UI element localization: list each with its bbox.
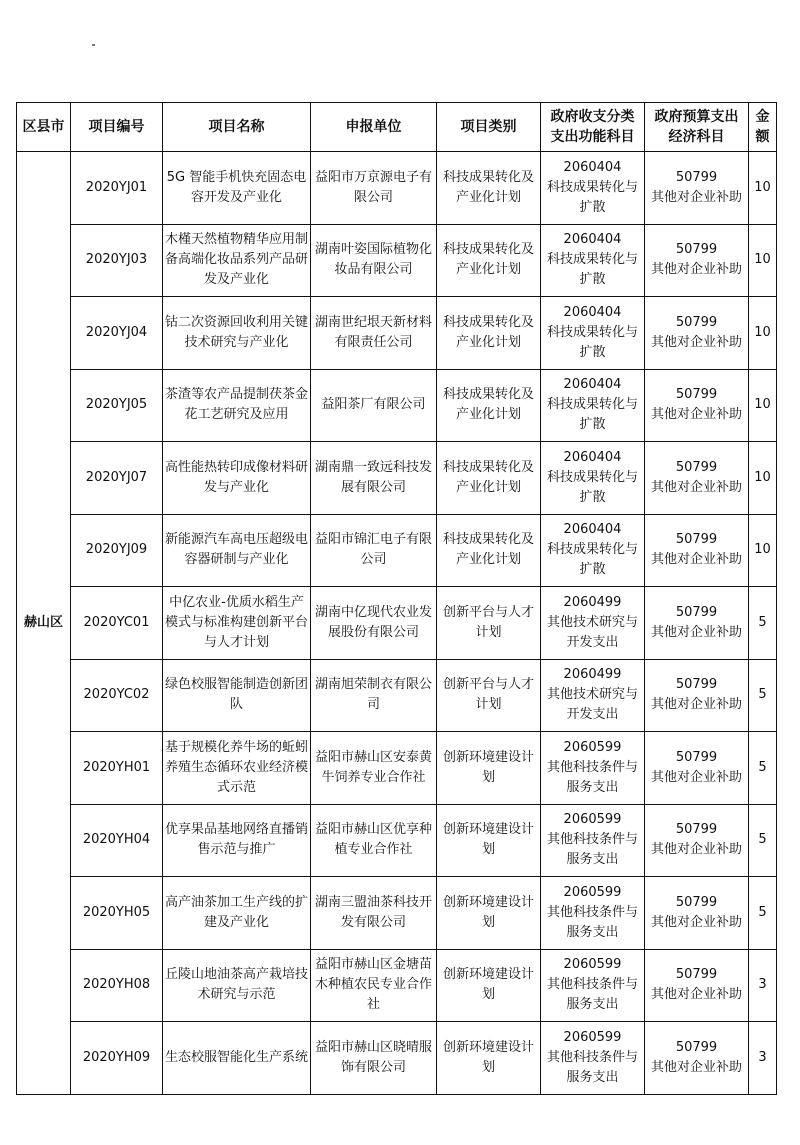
table-row <box>17 152 777 225</box>
table-row <box>17 949 777 1022</box>
project-category-cell: 创新环境建设计划 <box>437 1022 541 1095</box>
project-code-cell: 2020YH01 <box>71 732 163 805</box>
econ-subject-cell <box>645 369 749 442</box>
func-subject-cell-text: 其他技术研究与开发支出 <box>546 687 638 723</box>
func-subject-cell-text: 其他科技条件与服务支出 <box>546 977 638 1013</box>
econ-subject-cell <box>645 659 749 732</box>
project-name-cell: 钴二次资源回收利用关键技术研究与产业化 <box>163 297 311 370</box>
project-name-cell: 优享果品基地网络直播销售示范与推广 <box>163 804 311 877</box>
func-subject-cell <box>541 152 645 225</box>
econ-subject-cell <box>645 442 749 515</box>
econ-subject-cell-text: 其他对企业补助 <box>650 624 742 640</box>
amount-cell: 10 <box>749 152 777 225</box>
func-subject-cell <box>541 804 645 877</box>
func-subject-cell-code: 2060499 <box>563 594 622 610</box>
func-subject-cell <box>541 224 645 297</box>
econ-subject-cell-text: 其他对企业补助 <box>650 189 742 205</box>
econ-subject-cell <box>645 804 749 877</box>
amount-cell: 10 <box>749 369 777 442</box>
econ-subject-cell-text: 其他对企业补助 <box>650 479 742 495</box>
func-subject-cell-code: 2060499 <box>563 667 622 683</box>
header-category: 项目类别 <box>437 103 541 152</box>
func-subject-cell-text: 其他科技条件与服务支出 <box>546 904 638 940</box>
econ-subject-cell-code: 50799 <box>675 459 718 475</box>
project-category-cell: 创新环境建设计划 <box>437 804 541 877</box>
applicant-unit-cell: 湖南叶姿国际植物化妆品有限公司 <box>311 224 437 297</box>
func-subject-cell <box>541 659 645 732</box>
econ-subject-cell <box>645 297 749 370</box>
project-code-cell: 2020YC01 <box>71 587 163 660</box>
econ-subject-cell-text: 其他对企业补助 <box>650 697 742 713</box>
func-subject-cell <box>541 732 645 805</box>
func-subject-cell-code: 2060404 <box>563 449 622 465</box>
applicant-unit-cell: 益阳市赫山区金塘苗木种植农民专业合作社 <box>311 949 437 1022</box>
econ-subject-cell <box>645 224 749 297</box>
project-category-cell: 科技成果转化及产业化计划 <box>437 224 541 297</box>
applicant-unit-cell: 益阳市万京源电子有限公司 <box>311 152 437 225</box>
func-subject-cell-code: 2060599 <box>563 812 622 828</box>
table-row <box>17 369 777 442</box>
econ-subject-cell-text: 其他对企业补助 <box>650 552 742 568</box>
func-subject-cell-code: 2060599 <box>563 1029 622 1045</box>
table-row <box>17 587 777 660</box>
project-name-cell: 茶渣等农产品提制茯茶金花工艺研究及应用 <box>163 369 311 442</box>
project-code-cell: 2020YJ03 <box>71 224 163 297</box>
func-subject-cell-text: 其他科技条件与服务支出 <box>546 759 638 795</box>
econ-subject-cell-code: 50799 <box>675 967 718 983</box>
project-category-cell: 创新环境建设计划 <box>437 877 541 950</box>
header-district: 区县市 <box>17 103 71 152</box>
econ-subject-cell <box>645 152 749 225</box>
func-subject-cell-code: 2060404 <box>563 304 622 320</box>
amount-cell: 10 <box>749 297 777 370</box>
econ-subject-cell <box>645 949 749 1022</box>
econ-subject-cell-code: 50799 <box>675 894 718 910</box>
applicant-unit-cell: 湖南鼎一致远科技发展有限公司 <box>311 442 437 515</box>
amount-cell: 5 <box>749 659 777 732</box>
project-name-cell: 新能源汽车高电压超级电容器研制与产业化 <box>163 514 311 587</box>
project-code-cell: 2020YH09 <box>71 1022 163 1095</box>
func-subject-cell <box>541 587 645 660</box>
econ-subject-cell <box>645 732 749 805</box>
applicant-unit-cell: 湖南旭荣制衣有限公司 <box>311 659 437 732</box>
econ-subject-cell-text: 其他对企业补助 <box>650 769 742 785</box>
applicant-unit-cell: 湖南三盟油茶科技开发有限公司 <box>311 877 437 950</box>
project-name-cell: 高产油茶加工生产线的扩建及产业化 <box>163 877 311 950</box>
header-name: 项目名称 <box>163 103 311 152</box>
project-category-cell: 科技成果转化及产业化计划 <box>437 297 541 370</box>
econ-subject-cell-text: 其他对企业补助 <box>650 334 742 350</box>
econ-subject-cell-code: 50799 <box>675 532 718 548</box>
amount-cell: 5 <box>749 732 777 805</box>
header-func-subject-line1: 政府收支分类 <box>550 109 635 125</box>
table-row <box>17 297 777 370</box>
func-subject-cell-text: 科技成果转化与扩散 <box>546 252 638 288</box>
func-subject-cell <box>541 514 645 587</box>
project-code-cell: 2020YH08 <box>71 949 163 1022</box>
project-category-cell: 科技成果转化及产业化计划 <box>437 514 541 587</box>
econ-subject-cell-text: 其他对企业补助 <box>650 407 742 423</box>
func-subject-cell-text: 科技成果转化与扩散 <box>546 469 638 505</box>
econ-subject-cell <box>645 877 749 950</box>
func-subject-cell-text: 科技成果转化与扩散 <box>546 542 638 578</box>
project-category-cell: 创新平台与人才计划 <box>437 587 541 660</box>
econ-subject-cell-text: 其他对企业补助 <box>650 914 742 930</box>
func-subject-cell-code: 2060404 <box>563 159 622 175</box>
project-code-cell: 2020YJ05 <box>71 369 163 442</box>
applicant-unit-cell: 益阳市锦汇电子有限公司 <box>311 514 437 587</box>
func-subject-cell-text: 其他科技条件与服务支出 <box>546 1049 638 1085</box>
project-name-cell: 生态校服智能化生产系统 <box>163 1022 311 1095</box>
amount-cell: 10 <box>749 224 777 297</box>
project-category-cell: 创新平台与人才计划 <box>437 659 541 732</box>
amount-cell: 5 <box>749 877 777 950</box>
project-code-cell: 2020YJ01 <box>71 152 163 225</box>
table-row <box>17 659 777 732</box>
header-econ-subject <box>645 103 749 152</box>
project-name-cell: 基于规模化养牛场的蚯蚓养殖生态循环农业经济模式示范 <box>163 732 311 805</box>
scan-mark <box>92 44 95 46</box>
table-row <box>17 514 777 587</box>
header-row <box>17 103 777 152</box>
project-category-cell: 科技成果转化及产业化计划 <box>437 442 541 515</box>
applicant-unit-cell: 益阳市赫山区安泰黄牛饲养专业合作社 <box>311 732 437 805</box>
econ-subject-cell <box>645 587 749 660</box>
project-code-cell: 2020YJ07 <box>71 442 163 515</box>
func-subject-cell-code: 2060599 <box>563 739 622 755</box>
table-body <box>17 152 777 1095</box>
amount-cell: 3 <box>749 1022 777 1095</box>
econ-subject-cell-text: 其他对企业补助 <box>650 842 742 858</box>
project-category-cell: 科技成果转化及产业化计划 <box>437 152 541 225</box>
project-code-cell: 2020YC02 <box>71 659 163 732</box>
header-amount: 金额 <box>749 103 777 152</box>
project-name-cell: 中亿农业-优质水稻生产模式与标准构建创新平台与人才计划 <box>163 587 311 660</box>
econ-subject-cell-code: 50799 <box>675 604 718 620</box>
applicant-unit-cell: 益阳市赫山区优享种植专业合作社 <box>311 804 437 877</box>
table-row <box>17 804 777 877</box>
header-econ-subject-line1: 政府预算支出 <box>654 109 739 125</box>
econ-subject-cell-text: 其他对企业补助 <box>650 987 742 1003</box>
econ-subject-cell <box>645 514 749 587</box>
table-row <box>17 442 777 515</box>
econ-subject-cell-code: 50799 <box>675 749 718 765</box>
project-code-cell: 2020YJ09 <box>71 514 163 587</box>
func-subject-cell-code: 2060404 <box>563 377 622 393</box>
func-subject-cell-code: 2060404 <box>563 522 622 538</box>
func-subject-cell <box>541 1022 645 1095</box>
header-unit: 申报单位 <box>311 103 437 152</box>
project-code-cell: 2020YH04 <box>71 804 163 877</box>
project-name-cell: 绿色校服智能制造创新团队 <box>163 659 311 732</box>
econ-subject-cell-text: 其他对企业补助 <box>650 1059 742 1075</box>
func-subject-cell-text: 科技成果转化与扩散 <box>546 179 638 215</box>
econ-subject-cell-code: 50799 <box>675 169 718 185</box>
func-subject-cell-text: 其他科技条件与服务支出 <box>546 832 638 868</box>
project-category-cell: 科技成果转化及产业化计划 <box>437 369 541 442</box>
func-subject-cell <box>541 369 645 442</box>
econ-subject-cell-code: 50799 <box>675 314 718 330</box>
func-subject-cell <box>541 297 645 370</box>
project-category-cell: 创新环境建设计划 <box>437 949 541 1022</box>
applicant-unit-cell: 湖南中亿现代农业发展股份有限公司 <box>311 587 437 660</box>
applicant-unit-cell: 益阳茶厂有限公司 <box>311 369 437 442</box>
func-subject-cell <box>541 949 645 1022</box>
applicant-unit-cell: 湖南世纪垠天新材料有限责任公司 <box>311 297 437 370</box>
econ-subject-cell-code: 50799 <box>675 1039 718 1055</box>
func-subject-cell-code: 2060599 <box>563 884 622 900</box>
func-subject-cell <box>541 877 645 950</box>
project-name-cell: 木槿天然植物精华应用制备高端化妆品系列产品研发及产业化 <box>163 224 311 297</box>
table-row <box>17 877 777 950</box>
project-code-cell: 2020YJ04 <box>71 297 163 370</box>
amount-cell: 5 <box>749 804 777 877</box>
amount-cell: 10 <box>749 514 777 587</box>
econ-subject-cell-code: 50799 <box>675 822 718 838</box>
func-subject-cell-text: 科技成果转化与扩散 <box>546 324 638 360</box>
district-cell: 赫山区 <box>17 152 71 1095</box>
applicant-unit-cell: 益阳市赫山区晓晴服饰有限公司 <box>311 1022 437 1095</box>
project-code-cell: 2020YH05 <box>71 877 163 950</box>
project-category-cell: 创新环境建设计划 <box>437 732 541 805</box>
econ-subject-cell-code: 50799 <box>675 242 718 258</box>
econ-subject-cell <box>645 1022 749 1095</box>
table-row <box>17 1022 777 1095</box>
econ-subject-cell-code: 50799 <box>675 677 718 693</box>
table-row <box>17 732 777 805</box>
project-name-cell: 5G 智能手机快充固态电容开发及产业化 <box>163 152 311 225</box>
project-name-cell: 丘陵山地油茶高产栽培技术研究与示范 <box>163 949 311 1022</box>
header-func-subject-line2: 支出功能科目 <box>550 129 635 145</box>
project-table <box>16 102 777 1095</box>
amount-cell: 5 <box>749 587 777 660</box>
func-subject-cell <box>541 442 645 515</box>
econ-subject-cell-code: 50799 <box>675 387 718 403</box>
amount-cell: 3 <box>749 949 777 1022</box>
func-subject-cell-text: 科技成果转化与扩散 <box>546 397 638 433</box>
header-code: 项目编号 <box>71 103 163 152</box>
project-name-cell: 高性能热转印成像材料研发与产业化 <box>163 442 311 515</box>
func-subject-cell-code: 2060404 <box>563 232 622 248</box>
table-row <box>17 224 777 297</box>
econ-subject-cell-text: 其他对企业补助 <box>650 262 742 278</box>
func-subject-cell-code: 2060599 <box>563 957 622 973</box>
header-econ-subject-line2: 经济科目 <box>668 129 725 145</box>
amount-cell: 10 <box>749 442 777 515</box>
header-func-subject <box>541 103 645 152</box>
func-subject-cell-text: 其他技术研究与开发支出 <box>546 614 638 650</box>
